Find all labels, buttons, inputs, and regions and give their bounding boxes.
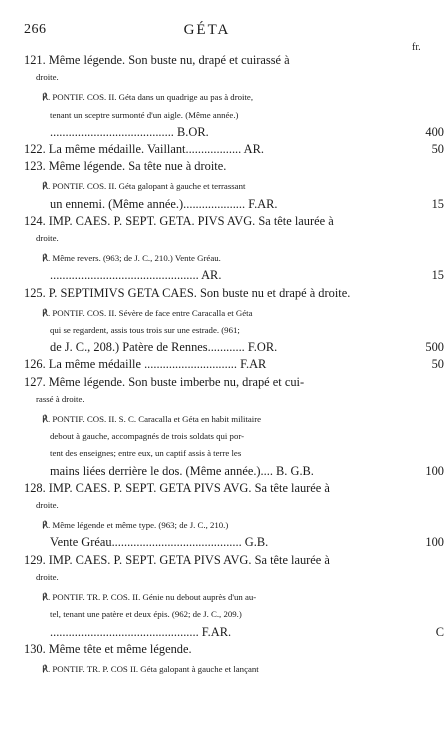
line-text: 126. La même médaille .............................. F.AR xyxy=(24,357,267,372)
line-text: 122. La même médaille. Vaillant.................. AR. xyxy=(24,142,264,157)
text-line xyxy=(24,356,444,373)
text-line: 125. P. SEPTIMIVS GETA CAES. Son buste nu et drapé à droite. xyxy=(24,285,351,300)
entry-130 xyxy=(24,641,390,678)
text-line: qui se regardent, assis tous trois sur une estrade. (961; xyxy=(50,325,240,336)
entry-123 xyxy=(24,158,444,213)
text-line: 130. Même tête et même légende. xyxy=(24,641,192,656)
line-text: mains liées derrière le dos. (Même année.).... B. G.B. xyxy=(50,463,314,478)
text-line xyxy=(24,124,444,141)
text-line xyxy=(24,534,444,551)
entry-127 xyxy=(24,374,444,480)
text-line: 124. IMP. CAES. P. SEPT. GETA. PIVS AVG. Sa tête laurée à xyxy=(24,213,334,228)
price-value: 50 xyxy=(431,357,444,372)
entry-121 xyxy=(24,52,444,141)
reverse-line: ℟. PONTIF. COS. II. Sévère de face entre Caracalla et Géta xyxy=(42,307,253,318)
price-value: C xyxy=(435,624,444,639)
text-line: rassé à droite. xyxy=(36,393,85,404)
price-value: 50 xyxy=(431,142,444,157)
price-column-label: fr. xyxy=(412,42,421,53)
text-line xyxy=(24,624,444,641)
line-text: Vente Gréau.......................................... G.B. xyxy=(50,535,269,550)
page-number: 266 xyxy=(24,22,47,37)
line-text: ................................................ AR. xyxy=(50,268,222,283)
text-line: 127. Même légende. Son buste imberbe nu, drapé et cui- xyxy=(24,374,305,389)
entry-124 xyxy=(24,213,444,285)
price-value: 500 xyxy=(425,340,444,355)
reverse-line: ℟. PONTIF. COS. II. Géta dans un quadrige au pas à droite, xyxy=(42,92,254,103)
price-value: 400 xyxy=(425,124,444,139)
entry-125 xyxy=(24,285,444,357)
reverse-line: ℟. PONTIF. TR. P. COS. II. Génie nu debout auprès d'un au- xyxy=(42,592,257,603)
text-line: tel, tenant une patère et deux épis. (962; de J. C., 209.) xyxy=(50,609,242,620)
line-text: ........................................ B.OR. xyxy=(50,124,209,139)
price-value: 15 xyxy=(431,268,444,283)
line-text: un ennemi. (Même année.).................... F.AR. xyxy=(50,196,278,211)
entry-129 xyxy=(24,552,444,641)
text-line xyxy=(24,339,444,356)
reverse-line: ℟. Même revers. (963; de J. C., 210.) Vente Gréau. xyxy=(42,253,221,264)
text-line: droite. xyxy=(36,72,59,83)
text-line xyxy=(24,196,444,213)
price-value: 100 xyxy=(425,463,444,478)
price-value: 15 xyxy=(431,196,444,211)
reverse-line: ℟. PONTIF. COS. II. Géta galopant à gauche et terrassant xyxy=(42,181,246,192)
text-line: 123. Même légende. Sa tête nue à droite. xyxy=(24,159,227,174)
entry-122 xyxy=(24,141,444,158)
text-line: 128. IMP. CAES. P. SEPT. GETA PIVS AVG. Sa tête laurée à xyxy=(24,480,330,495)
line-text: ................................................ F.AR. xyxy=(50,624,232,639)
entry-126 xyxy=(24,356,444,373)
line-text: de J. C., 208.) Patère de Rennes............ F.OR. xyxy=(50,340,278,355)
price-value: 100 xyxy=(425,535,444,550)
text-line: droite. xyxy=(36,500,59,511)
text-line xyxy=(24,267,444,284)
page-header xyxy=(24,22,390,42)
text-line: tenant un sceptre surmonté d'un aigle. (Même année.) xyxy=(50,109,239,120)
running-title: GÉTA xyxy=(183,22,231,38)
text-line: droite. xyxy=(36,233,59,244)
text-line xyxy=(24,141,444,158)
text-line: tent des enseignes; entre eux, un captif assis à terre les xyxy=(50,448,242,459)
text-line: debout à gauche, accompagnés de trois soldats qui por- xyxy=(50,431,245,442)
text-line: 129. IMP. CAES. P. SEPT. GETA PIVS AVG. Sa tête laurée à xyxy=(24,552,330,567)
reverse-line: ℟. Même légende et même type. (963; de J. C., 210.) xyxy=(42,520,229,531)
entry-128 xyxy=(24,480,444,552)
text-line: droite. xyxy=(36,571,59,582)
catalog-text xyxy=(24,52,444,678)
reverse-line: ℟. PONTIF. COS. II. S. C. Caracalla et Géta en habit militaire xyxy=(42,414,262,425)
reverse-line: ℟. PONTIF. TR. P. COS II. Géta galopant à gauche et lançant xyxy=(42,663,259,674)
text-line: 121. Même légende. Son buste nu, drapé et cuirassé à xyxy=(24,53,290,67)
text-line xyxy=(24,463,444,480)
